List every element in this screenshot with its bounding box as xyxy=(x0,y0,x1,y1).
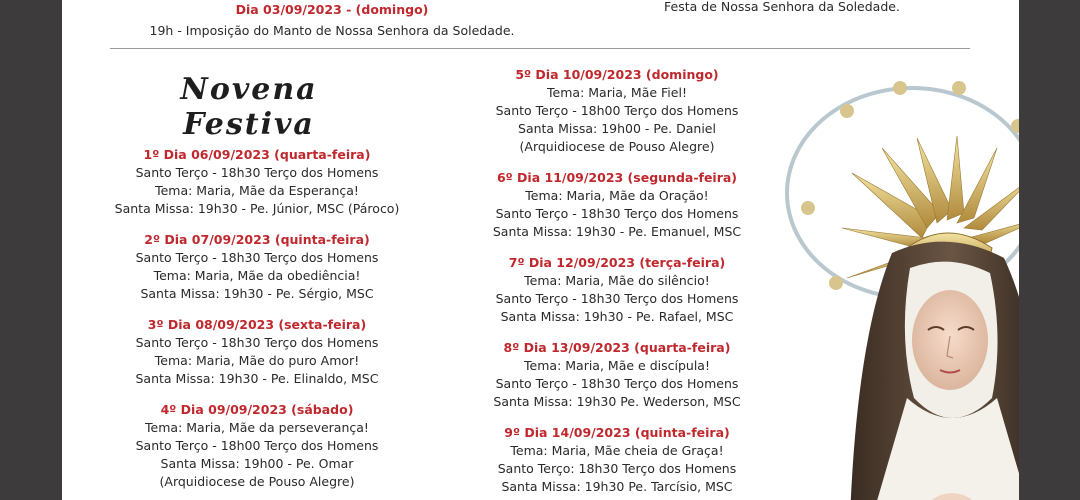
day-line: Santa Missa: 19h30 - Pe. Emanuel, MSC xyxy=(492,224,742,239)
halo-star xyxy=(952,81,966,95)
day-line: Santo Terço - 18h00 Terço dos Homens xyxy=(495,103,739,118)
day-line: Tema: Maria, Mãe do silêncio! xyxy=(524,273,710,288)
feast-title: Festa de Nossa Senhora da Soledade. xyxy=(664,0,900,14)
day-heading: 2º Dia 07/09/2023 (quinta-feira) xyxy=(144,232,370,247)
day-line: Santa Missa: 19h00 - Pe. Omar xyxy=(160,456,354,471)
day-line: Santa Missa: 19h30 - Pe. Elinaldo, MSC xyxy=(135,371,379,386)
day-line: Santo Terço - 18h30 Terço dos Homens xyxy=(495,206,739,221)
day-line: (Arquidiocese de Pouso Alegre) xyxy=(519,139,715,154)
novena-day-2 xyxy=(92,231,422,303)
day-line: Santo Terço - 18h30 Terço dos Homens xyxy=(495,291,739,306)
day-heading: 8º Dia 13/09/2023 (quarta-feira) xyxy=(503,340,731,355)
novena-title: Novena Festiva xyxy=(180,72,318,142)
halo-star xyxy=(840,104,854,118)
novena-day-9 xyxy=(452,424,782,496)
novena-day-5 xyxy=(452,66,782,156)
opening-date: Dia 03/09/2023 - (domingo) xyxy=(235,2,429,17)
day-line: Tema: Maria, Mãe da Esperança! xyxy=(155,183,359,198)
novena-day-3 xyxy=(92,316,422,388)
opening-description: 19h - Imposição do Manto de Nossa Senhora da Soledade. xyxy=(149,23,515,38)
novena-days-left xyxy=(92,146,422,500)
day-heading: 7º Dia 12/09/2023 (terça-feira) xyxy=(508,255,726,270)
day-line: Tema: Maria, Mãe cheia de Graça! xyxy=(510,443,724,458)
day-line: Tema: Maria, Mãe Fiel! xyxy=(547,85,687,100)
halo-star xyxy=(893,81,907,95)
day-heading: 1º Dia 06/09/2023 (quarta-feira) xyxy=(143,147,371,162)
day-line: (Arquidiocese de Pouso Alegre) xyxy=(159,474,355,489)
novena-day-8 xyxy=(452,339,782,411)
day-line: Santo Terço - 18h30 Terço dos Homens xyxy=(495,376,739,391)
day-line: Santa Missa: 19h00 - Pe. Daniel xyxy=(518,121,716,136)
day-line: Santa Missa: 19h30 Pe. Wederson, MSC xyxy=(493,394,741,409)
novena-day-1 xyxy=(92,146,422,218)
novena-day-7 xyxy=(452,254,782,326)
day-line: Santo Terço - 18h30 Terço dos Homens xyxy=(135,335,379,350)
opening-event xyxy=(112,0,552,40)
day-line: Tema: Maria, Mãe e discípula! xyxy=(524,358,710,373)
divider xyxy=(110,48,970,49)
day-line: Santa Missa: 19h30 - Pe. Sérgio, MSC xyxy=(140,286,374,301)
day-heading: 4º Dia 09/09/2023 (sábado) xyxy=(160,402,354,417)
novena-days-middle xyxy=(452,66,782,500)
our-lady-statue-image xyxy=(742,78,1019,500)
halo-star xyxy=(829,276,843,290)
novena-day-6 xyxy=(452,169,782,241)
day-line: Tema: Maria, Mãe do puro Amor! xyxy=(154,353,360,368)
day-line: Santa Missa: 19h30 Pe. Tarcísio, MSC xyxy=(501,479,733,494)
day-heading: 5º Dia 10/09/2023 (domingo) xyxy=(515,67,719,82)
day-heading: 9º Dia 14/09/2023 (quinta-feira) xyxy=(504,425,730,440)
day-line: Tema: Maria, Mãe da perseverança! xyxy=(145,420,369,435)
day-heading: 3º Dia 08/09/2023 (sexta-feira) xyxy=(147,317,367,332)
day-line: Santo Terço - 18h30 Terço dos Homens xyxy=(135,165,379,180)
day-line: Santo Terço: 18h30 Terço dos Homens xyxy=(497,461,737,476)
day-heading: 6º Dia 11/09/2023 (segunda-feira) xyxy=(496,170,738,185)
day-line: Tema: Maria, Mãe da Oração! xyxy=(525,188,709,203)
day-line: Santo Terço - 18h00 Terço dos Homens xyxy=(135,438,379,453)
day-line: Santo Terço - 18h30 Terço dos Homens xyxy=(135,250,379,265)
novena-day-4 xyxy=(92,401,422,491)
day-line: Santa Missa: 19h30 - Pe. Júnior, MSC (Pároco) xyxy=(114,201,400,216)
poster-page xyxy=(62,0,1019,500)
day-line: Santa Missa: 19h30 - Pe. Rafael, MSC xyxy=(500,309,734,324)
day-line: Tema: Maria, Mãe da obediência! xyxy=(153,268,361,283)
halo-star xyxy=(801,201,815,215)
